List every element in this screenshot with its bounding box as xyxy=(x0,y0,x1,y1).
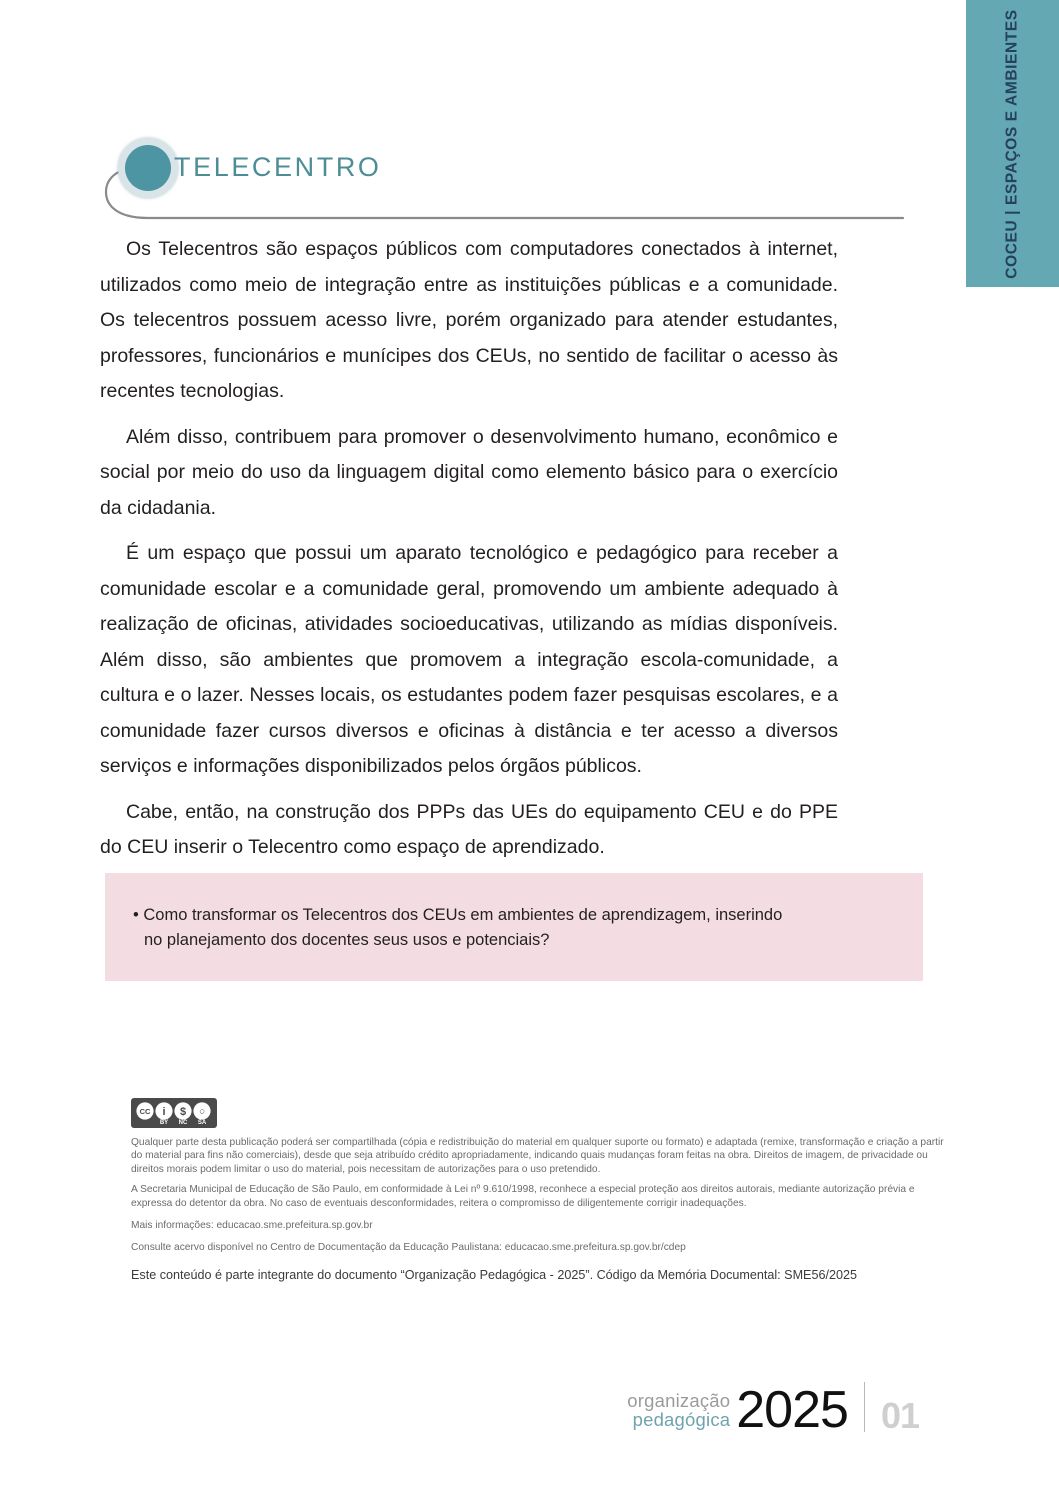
footer-year: 2025 xyxy=(736,1381,848,1440)
reflection-callout xyxy=(105,873,923,981)
paragraph: Além disso, contribuem para promover o desenvolvimento humano, econômico e social por meio do uso da linguagem digital como elemento básico para o exercício da cidadania. xyxy=(100,425,838,519)
callout-line: no planejamento dos docentes seus usos e potenciais? xyxy=(144,931,550,949)
section-tab xyxy=(966,0,1059,287)
svg-text:NC: NC xyxy=(178,1120,188,1126)
svg-text:BY: BY xyxy=(159,1120,169,1126)
paragraph: Os Telecentros são espaços públicos com computadores conectados à internet, utilizados como meio de integração entre as instituições públicas e a comunidade. Os telecentros possuem acesso livre, porém organizado para atender estudantes, professores, funcionários e munícipes dos CEUs, no sentido de facilitar o acesso às recentes tecnologias. xyxy=(100,238,838,402)
svg-text:SA: SA xyxy=(197,1120,207,1126)
footer-word-pedagogica: pedagógica xyxy=(632,1409,731,1431)
section-tab-label: COCEU | ESPAÇOS E AMBIENTES xyxy=(1003,8,1021,279)
archive-line: Consulte acervo disponível no Centro de Documentação da Educação Paulistana: educacao.sme.prefeitura.sp.gov.br/cdep xyxy=(131,1242,686,1254)
callout-text xyxy=(133,903,893,953)
page-title: TELECENTRO xyxy=(174,152,382,182)
footer-brand xyxy=(627,1391,730,1435)
license-block xyxy=(131,1098,951,1284)
footer-word-organizacao: organização xyxy=(627,1389,731,1411)
paragraph: Cabe, então, na construção dos PPPs das UEs do equipamento CEU e do PPE do CEU inserir o Telecentro como espaço de aprendizado. xyxy=(100,800,838,858)
svg-text:i: i xyxy=(162,1106,166,1118)
svg-text:CC: CC xyxy=(139,1107,151,1116)
svg-text:○: ○ xyxy=(198,1106,206,1118)
license-text xyxy=(131,1136,951,1284)
body-text xyxy=(100,232,838,866)
document-code-line: Este conteúdo é parte integrante do documento “Organização Pedagógica - 2025”. Código da Memória Documental: SME56/2025 xyxy=(131,1267,857,1282)
section-header xyxy=(100,130,910,225)
page-footer xyxy=(627,1381,919,1440)
paragraph: É um espaço que possui um aparato tecnológico e pedagógico para receber a comunidade escolar e a comunidade geral, promovendo um ambiente adequado à realização de oficinas, atividades socioeducativas, utilizando as mídias disponíveis. Além disso, são ambientes que promovem a integração escola-comunidade, a cultura e o lazer. Nesses locais, os estudantes podem fazer pesquisas escolares, e a comunidade fazer cursos diversos e oficinas à distância e ter acesso a diversos serviços e informações disponibilizados pelos órgãos públicos. xyxy=(100,542,838,777)
callout-line: • Como transformar os Telecentros dos CEUs em ambientes de aprendizagem, inserindo xyxy=(133,906,783,924)
license-paragraph: A Secretaria Municipal de Educação de São Paulo, em conformidade à Lei nº 9.610/1998, reconhece a especial proteção aos direitos autorais, mediante autorização prévia e expressa do detentor da obra. No caso de eventuais desconformidades, reitera o compromisso de diligentemente corrigir inadequações. xyxy=(131,1184,915,1209)
creative-commons-badge-icon xyxy=(131,1098,217,1128)
footer-divider xyxy=(864,1382,865,1432)
more-info-line: Mais informações: educacao.sme.prefeitura.sp.gov.br xyxy=(131,1220,373,1232)
page-number: 01 xyxy=(880,1394,919,1436)
svg-text:$: $ xyxy=(179,1106,187,1118)
license-paragraph: Qualquer parte desta publicação poderá ser compartilhada (cópia e redistribuição do material em qualquer suporte ou formato) e adaptada (remixe, transformação e criação a partir do material para fins não comerciais), desde que seja atribuído crédito apropriadamente, indicando quais mudanças foram feitas na obra. Direitos de imagem, de privacidade ou direitos morais podem limitar o uso do material, pois necessitam de autorizações para o uso pretendido. xyxy=(131,1137,944,1175)
circle-dot-icon xyxy=(118,138,178,198)
